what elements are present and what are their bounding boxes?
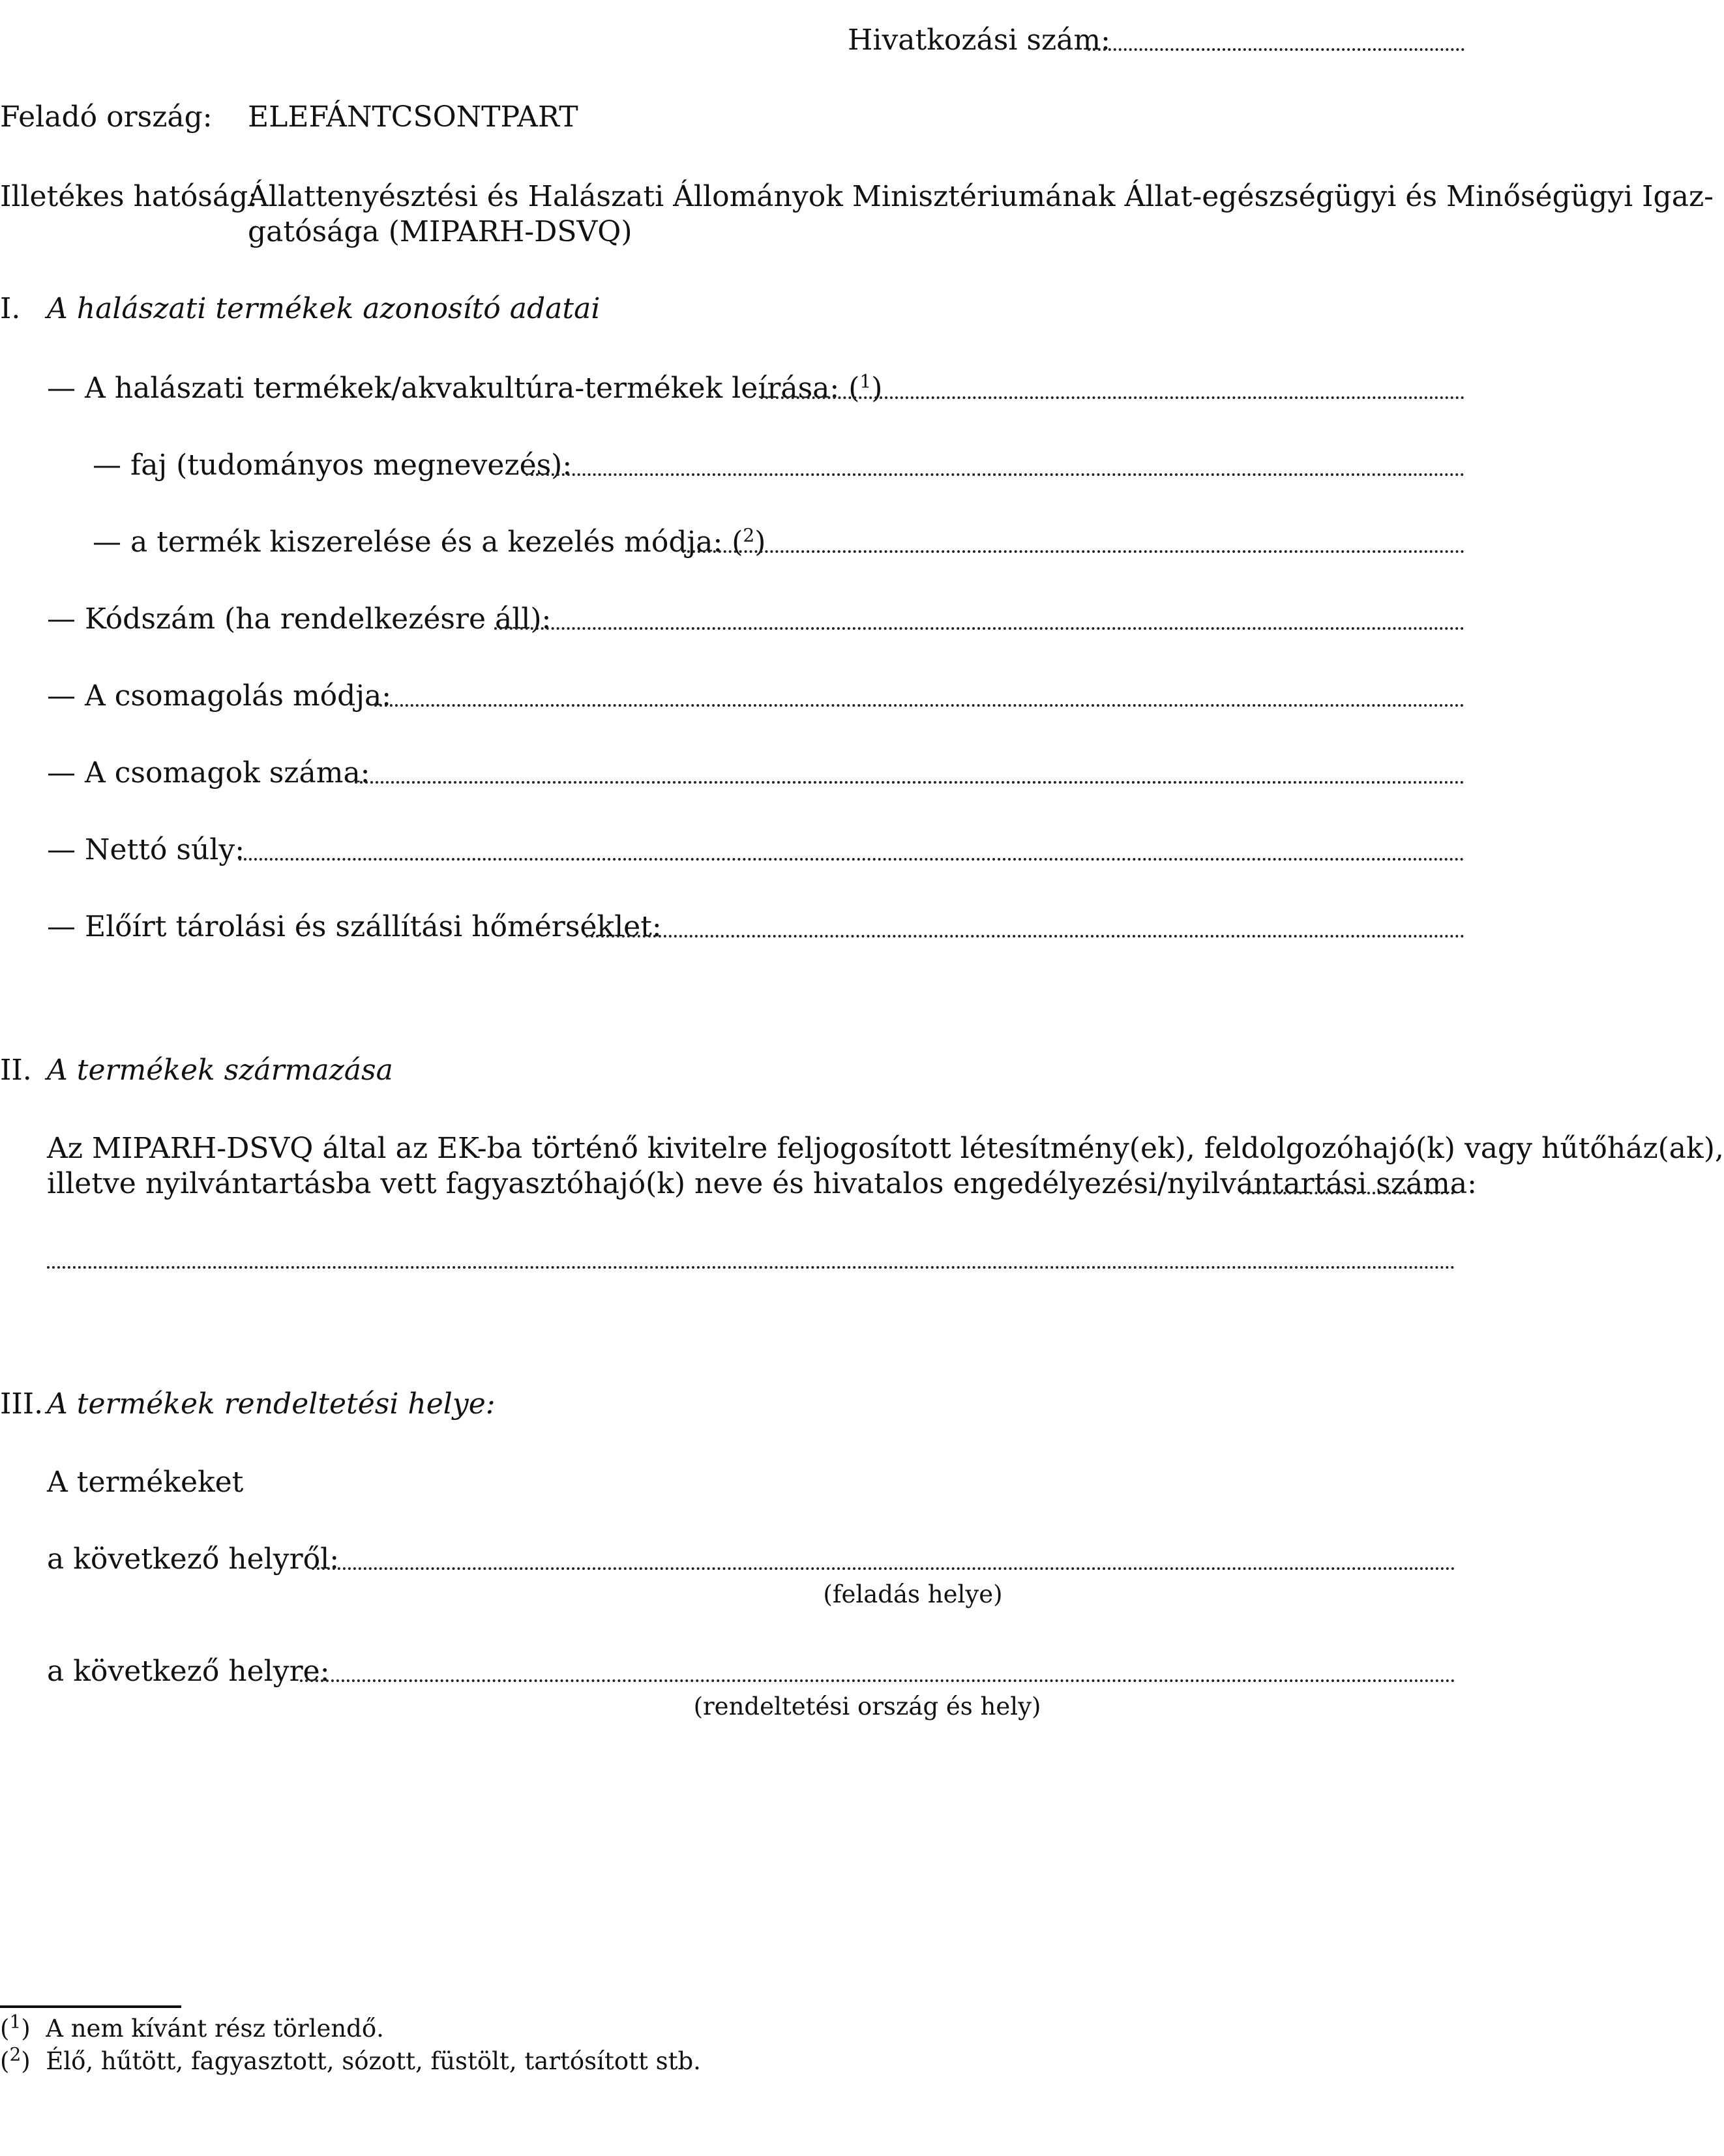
- package-count-label: — A csomagok száma:: [47, 756, 370, 790]
- presentation-label: — a termék kiszerelése és a kezelés módja: ($^2$): [93, 524, 766, 559]
- net-weight-field[interactable]: [239, 858, 1464, 861]
- origin-text-line2: illetve nyilvántartásba vett fagyasztóhajó(k) neve és hivatalos engedélyezési/nyilvántartási száma:: [47, 1167, 1477, 1200]
- net-weight-label: — Nettó súly:: [47, 833, 245, 866]
- code-number-label: — Kódszám (ha rendelkezésre áll):: [47, 602, 552, 636]
- destination-place-label: a következő helyre:: [47, 1655, 330, 1688]
- footnote-separator: [0, 2005, 181, 2008]
- presentation-field[interactable]: [682, 550, 1464, 553]
- sender-country-value: ELEFÁNTCSONTPART: [248, 100, 578, 134]
- section-2-title: A termékek származása: [47, 1054, 393, 1087]
- species-label: — faj (tudományos megnevezés):: [93, 449, 572, 482]
- competent-authority-line1: Állattenyésztési és Halászati Állományok Minisztériumának Állat-egészségügyi és Minőségügyi Igaz-: [248, 180, 1714, 213]
- packaging-type-field[interactable]: [374, 704, 1464, 707]
- sender-country-label: Feladó ország:: [0, 100, 213, 134]
- reference-number-label: Hivatkozási szám:: [848, 23, 1110, 57]
- section-1-number: I.: [0, 292, 21, 325]
- code-number-field[interactable]: [494, 627, 1464, 630]
- competent-authority-label: Illetékes hatóság:: [0, 180, 258, 213]
- footnote-2: ($^2$) Élő, hűtött, fagyasztott, sózott, füstölt, tartósított stb.: [0, 2043, 701, 2075]
- temperature-field[interactable]: [586, 935, 1464, 938]
- competent-authority-line2: gatósága (MIPARH-DSVQ): [248, 215, 632, 248]
- packaging-type-label: — A csomagolás módja:: [47, 679, 392, 713]
- dispatch-place-field[interactable]: [312, 1567, 1455, 1570]
- section-3-number: III.: [0, 1387, 44, 1421]
- product-description-field[interactable]: [760, 396, 1464, 399]
- destination-place-field[interactable]: [300, 1679, 1455, 1682]
- products-intro: A termékeket: [47, 1466, 244, 1499]
- species-field[interactable]: [526, 473, 1464, 476]
- establishment-field[interactable]: [1241, 1192, 1454, 1194]
- section-1-title: A halászati termékek azonosító adatai: [47, 292, 601, 325]
- package-count-field[interactable]: [355, 781, 1464, 784]
- dispatch-place-label: a következő helyről:: [47, 1543, 340, 1576]
- temperature-label: — Előírt tárolási és szállítási hőmérséklet:: [47, 910, 662, 943]
- origin-text-line1: Az MIPARH-DSVQ által az EK-ba történő kivitelre feljogosított létesítmény(ek), feldolgozóhajó(k) vagy hűtőház(ak),: [47, 1132, 1724, 1165]
- establishment-field-extra[interactable]: [47, 1266, 1455, 1269]
- dispatch-place-caption: (feladás helye): [823, 1580, 1003, 1608]
- section-3-title: A termékek rendeltetési helye:: [47, 1387, 496, 1421]
- footnote-1: ($^1$) A nem kívánt rész törlendő.: [0, 2011, 384, 2043]
- reference-number-field[interactable]: [1088, 48, 1464, 51]
- destination-place-caption: (rendeltetési ország és hely): [693, 1692, 1041, 1720]
- section-2-number: II.: [0, 1054, 32, 1087]
- product-description-label: — A halászati termékek/akvakultúra-termékek leírása: ($^1$): [47, 370, 883, 405]
